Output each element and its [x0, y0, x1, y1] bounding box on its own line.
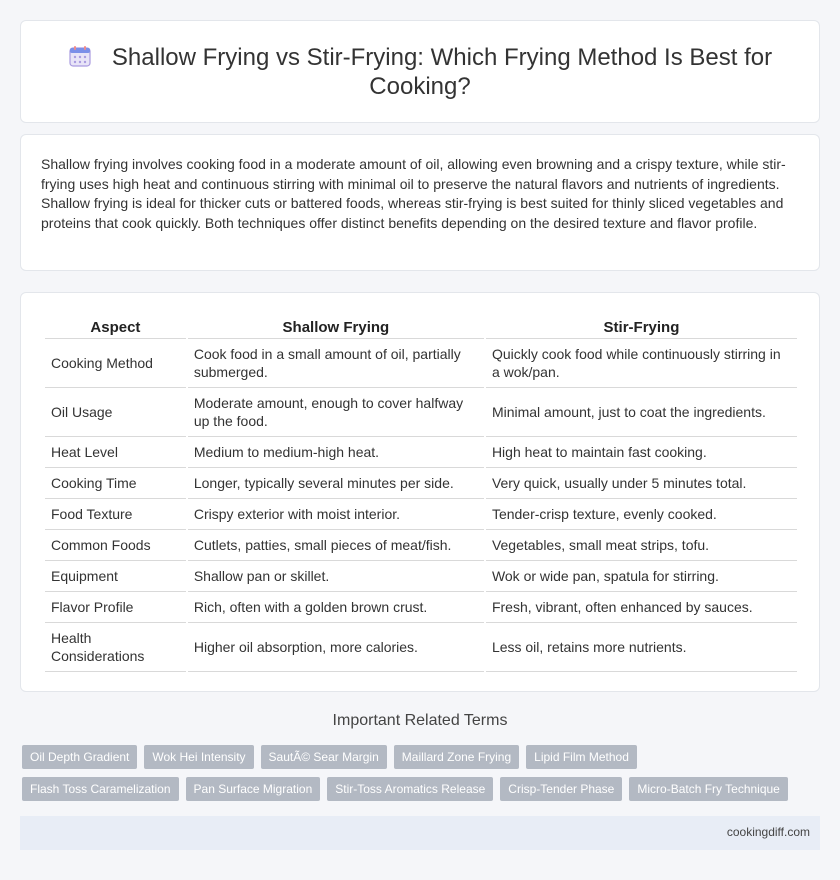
row-stir: Tender-crisp texture, evenly cooked. — [486, 499, 797, 530]
row-aspect: Equipment — [45, 561, 186, 592]
row-shallow: Rich, often with a golden brown crust. — [188, 592, 484, 623]
footer-site-link[interactable]: cookingdiff.com — [726, 825, 810, 839]
row-stir: High heat to maintain fast cooking. — [486, 437, 797, 468]
row-shallow: Higher oil absorption, more calories. — [188, 623, 484, 672]
header-stir-frying: Stir-Frying — [486, 313, 797, 339]
row-stir: Wok or wide pan, spatula for stirring. — [486, 561, 797, 592]
term-tag[interactable]: Wok Hei Intensity — [144, 745, 253, 769]
related-terms-title: Important Related Terms — [332, 712, 508, 729]
table-row — [45, 561, 797, 592]
table-row — [45, 623, 797, 672]
header-aspect: Aspect — [45, 313, 186, 339]
row-shallow: Cutlets, patties, small pieces of meat/fish. — [188, 530, 484, 561]
row-aspect: Common Foods — [45, 530, 186, 561]
table-row — [45, 339, 797, 388]
term-tag[interactable]: Flash Toss Caramelization — [22, 777, 179, 801]
row-aspect: Cooking Method — [45, 339, 186, 388]
related-terms-list — [22, 745, 802, 809]
page-title-wrap — [21, 43, 819, 101]
row-stir: Vegetables, small meat strips, tofu. — [486, 530, 797, 561]
table-row — [45, 388, 797, 437]
comparison-card — [20, 292, 820, 692]
title-card — [20, 20, 820, 123]
table-row — [45, 499, 797, 530]
term-tag[interactable]: Oil Depth Gradient — [22, 745, 137, 769]
term-tag[interactable]: Stir-Toss Aromatics Release — [327, 777, 493, 801]
footer — [20, 816, 820, 850]
table-row — [45, 437, 797, 468]
term-tag[interactable]: Pan Surface Migration — [186, 777, 321, 801]
row-stir: Fresh, vibrant, often enhanced by sauces. — [486, 592, 797, 623]
table-row — [45, 530, 797, 561]
header-shallow-frying: Shallow Frying — [188, 313, 484, 339]
term-tag[interactable]: Crisp-Tender Phase — [500, 777, 622, 801]
row-shallow: Longer, typically several minutes per side. — [188, 468, 484, 499]
row-aspect: Cooking Time — [45, 468, 186, 499]
row-aspect: Health Considerations — [45, 623, 186, 672]
term-tag[interactable]: Lipid Film Method — [526, 745, 637, 769]
row-stir: Very quick, usually under 5 minutes total. — [486, 468, 797, 499]
intro-paragraph: Shallow frying involves cooking food in a moderate amount of oil, allowing even browning and a crispy texture, while stir-frying uses high heat and continuous stirring with minimal oil to preserve the natural flavors and nutrients of ingredients. Shallow frying is ideal for thicker cuts or battered foods, whereas stir-frying is best suited for thinly sliced vegetables and proteins that cook quickly. Both techniques offer distinct benefits depending on the desired texture and flavor profile. — [41, 156, 786, 231]
term-tag[interactable]: Maillard Zone Frying — [394, 745, 519, 769]
row-shallow: Shallow pan or skillet. — [188, 561, 484, 592]
row-shallow: Medium to medium-high heat. — [188, 437, 484, 468]
row-aspect: Oil Usage — [45, 388, 186, 437]
term-tag[interactable]: SautÃ© Sear Margin — [261, 745, 387, 769]
comparison-table — [43, 313, 799, 672]
table-row — [45, 468, 797, 499]
row-shallow: Moderate amount, enough to cover halfway up the food. — [188, 388, 484, 437]
row-aspect: Flavor Profile — [45, 592, 186, 623]
row-stir: Quickly cook food while continuously stirring in a wok/pan. — [486, 339, 797, 388]
calendar-icon — [68, 44, 92, 68]
row-aspect: Food Texture — [45, 499, 186, 530]
table-row — [45, 592, 797, 623]
table-header-row — [45, 313, 797, 339]
term-tag[interactable]: Micro-Batch Fry Technique — [629, 777, 788, 801]
page-title: Shallow Frying vs Stir-Frying: Which Frying Method Is Best for Cooking? — [111, 44, 773, 100]
intro-card — [20, 134, 820, 271]
row-stir: Less oil, retains more nutrients. — [486, 623, 797, 672]
row-shallow: Cook food in a small amount of oil, partially submerged. — [188, 339, 484, 388]
row-aspect: Heat Level — [45, 437, 186, 468]
row-shallow: Crispy exterior with moist interior. — [188, 499, 484, 530]
row-stir: Minimal amount, just to coat the ingredients. — [486, 388, 797, 437]
